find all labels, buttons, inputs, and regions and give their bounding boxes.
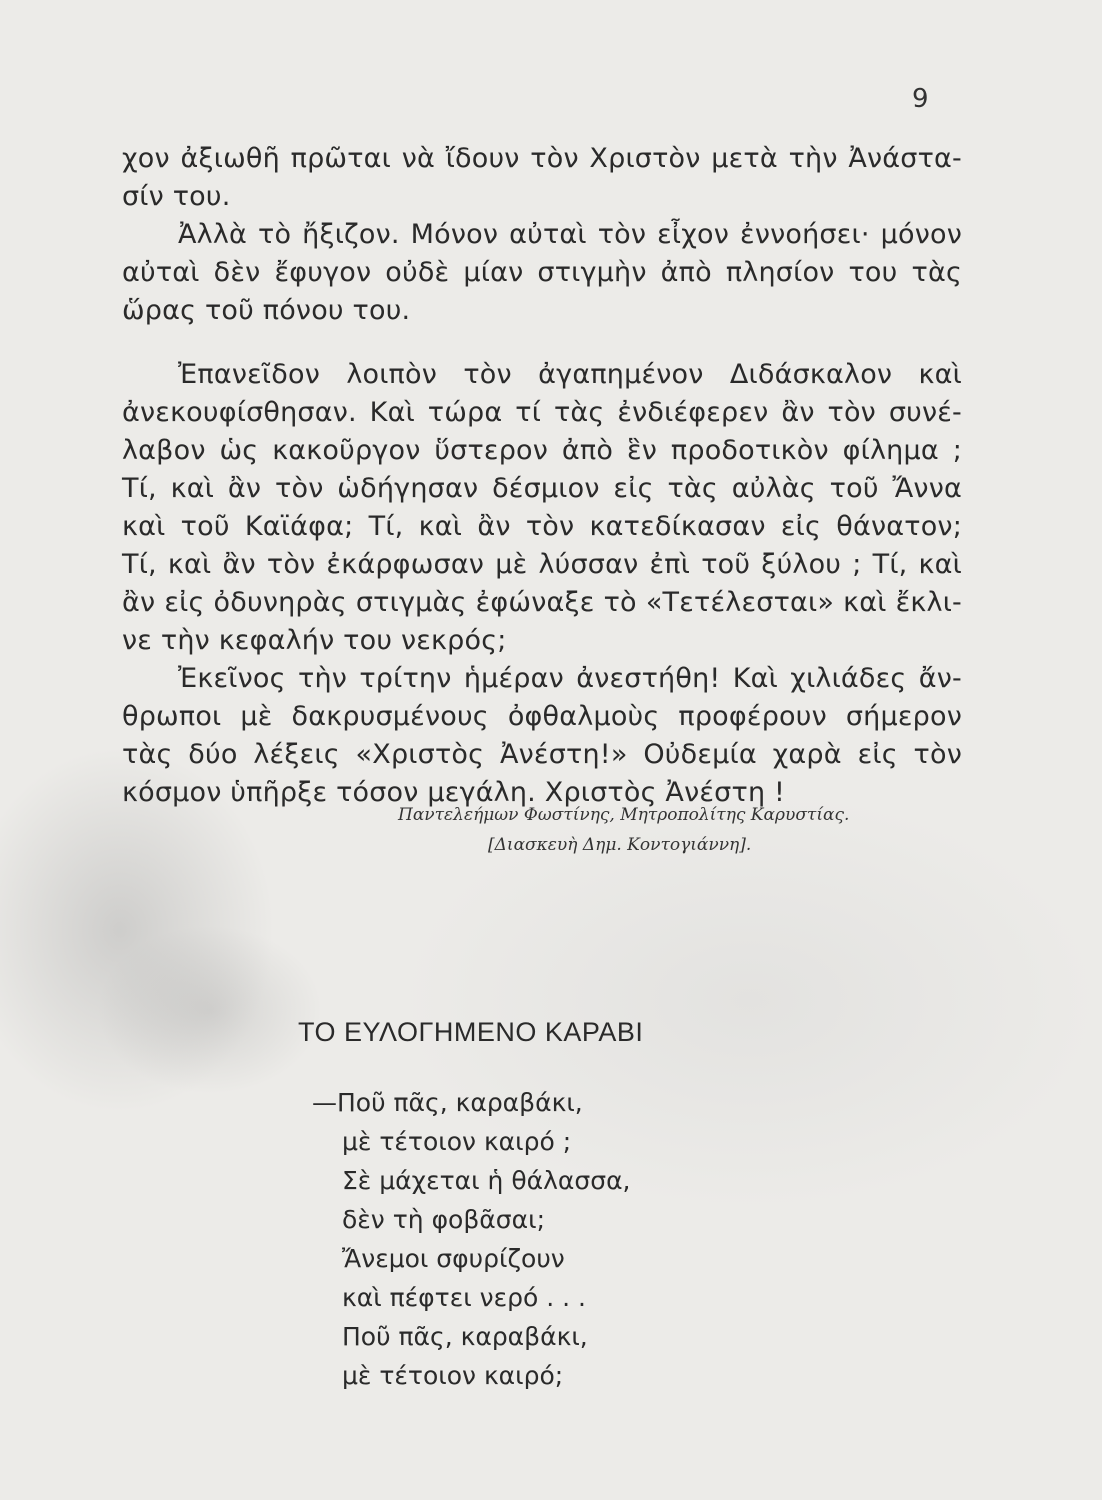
author-credit xyxy=(398,800,978,860)
poem-line: μὲ τέτοιον καιρό; xyxy=(342,1361,564,1390)
poem-line: Ποῦ πᾶς, καραβάκι, xyxy=(342,1322,588,1351)
text-line: χον ἀξιωθῆ πρῶται νὰ ἴδουν τὸν Χριστὸν μετὰ τὴν Ἀνάστα- xyxy=(122,143,962,174)
poem xyxy=(312,1083,631,1395)
text-line: Ἀλλὰ τὸ ἤξιζον. Μόνον αὐταὶ τὸν εἶχον ἐννοήσει· μόνον xyxy=(178,219,962,250)
credit-author: Παντελεήμων Φωστίνης, Μητροπολίτης Καρυστίας. xyxy=(398,805,850,825)
credit-adaptation: [Διασκευὴ Δημ. Κοντογιάννη]. xyxy=(488,835,752,855)
text-line: ὥρας τοῦ πόνου του. xyxy=(122,295,411,326)
text-line: κόσμον ὑπῆρξε τόσον μεγάλη. Χριστὸς Ἀνέστη ! xyxy=(122,777,786,808)
page-number: 9 xyxy=(912,84,929,114)
poem-title: ΤΟ ΕΥΛΟΓΗΜΕΝΟ ΚΑΡΑΒΙ xyxy=(298,1017,644,1047)
text-line: σίν του. xyxy=(122,181,231,212)
text-line: αὐταὶ δὲν ἔφυγον οὐδὲ μίαν στιγμὴν ἀπὸ πλησίον του τὰς xyxy=(122,257,962,288)
poem-line: καὶ πέφτει νερό . . . xyxy=(342,1283,586,1312)
poem-line: —Ποῦ πᾶς, καραβάκι, xyxy=(312,1088,583,1117)
text-line: ἀνεκουφίσθησαν. Καὶ τώρα τί τὰς ἐνδιέφερεν ἂν τὸν συνέ- xyxy=(122,397,962,428)
text-line: τὰς δύο λέξεις «Χριστὸς Ἀνέστη!» Οὐδεμία χαρὰ εἰς τὸν xyxy=(122,739,962,770)
paragraph-gap xyxy=(122,330,962,356)
text-line: λαβον ὡς κακοῦργον ὕστερον ἀπὸ ἓν προδοτικὸν φίλημα ; xyxy=(122,435,962,466)
poem-line: δὲν τὴ φοβᾶσαι; xyxy=(342,1205,545,1234)
poem-line: Σὲ μάχεται ἡ θάλασσα, xyxy=(342,1166,631,1195)
text-line: ἂν εἰς ὀδυνηρὰς στιγμὰς ἐφώναξε τὸ «Τετέλεσται» καὶ ἔκλι- xyxy=(122,587,962,618)
text-line: Ἐκεῖνος τὴν τρίτην ἡμέραν ἀνεστήθη! Καὶ χιλιάδες ἄν- xyxy=(178,663,962,694)
text-line: Τί, καὶ ἂν τὸν ἐκάρφωσαν μὲ λύσσαν ἐπὶ τοῦ ξύλου ; Τί, καὶ xyxy=(122,549,962,580)
text-line: Τί, καὶ ἂν τὸν ὡδήγησαν δέσμιον εἰς τὰς αὐλὰς τοῦ Ἄννα xyxy=(122,473,962,504)
text-line: νε τὴν κεφαλήν του νεκρός; xyxy=(122,625,507,656)
poem-line: Ἄνεμοι σφυρίζουν xyxy=(342,1244,565,1273)
text-line: θρωποι μὲ δακρυσμένους ὀφθαλμοὺς προφέρουν σήμερον xyxy=(122,701,962,732)
body-text xyxy=(122,140,962,812)
text-line: καὶ τοῦ Καϊάφα; Τί, καὶ ἂν τὸν κατεδίκασαν εἰς θάνατον; xyxy=(122,511,962,542)
text-line: Ἐπανεῖδον λοιπὸν τὸν ἀγαπημένον Διδάσκαλον καὶ xyxy=(178,359,962,390)
poem-line: μὲ τέτοιον καιρό ; xyxy=(342,1127,572,1156)
